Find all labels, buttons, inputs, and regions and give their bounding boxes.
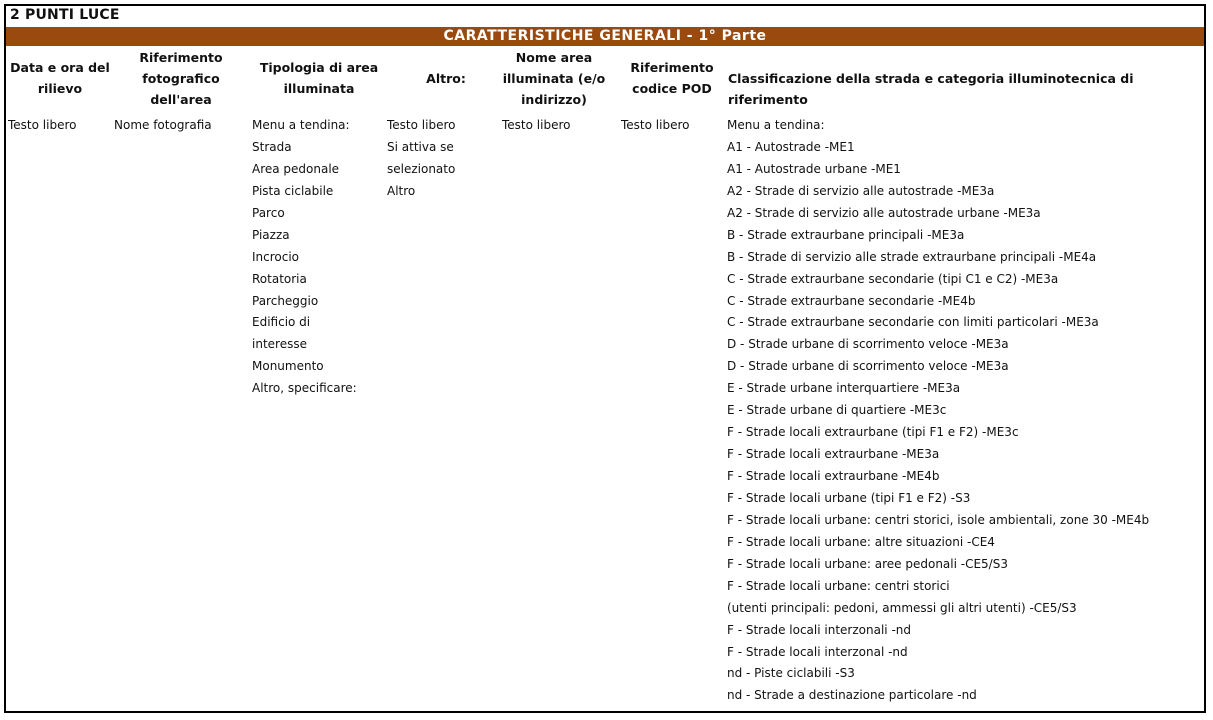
list-item: Testo libero [387,118,456,132]
list-item[interactable]: B - Strade extraurbane principali -ME3a [727,227,965,242]
header-line: illuminata [283,81,355,96]
list-item[interactable]: Monumento [252,359,324,374]
list-item[interactable]: Area pedonale [252,161,340,176]
list-item[interactable]: Altro, specificare: [252,381,357,396]
header-line: illuminata (e/o [502,71,606,86]
list-item[interactable]: F - Strade locali extraurbane (tipi F1 e F2) -ME3c [727,425,1019,440]
classificazione-dropdown-list[interactable] [727,114,1149,706]
header-line: Nome area [515,50,593,65]
list-item[interactable]: Piazza [252,227,290,242]
header-line: Data e ora del [10,60,110,75]
header-altro: Altro: [426,71,466,86]
header-tipologia-area [254,57,384,99]
spreadsheet-sheet [4,4,1206,713]
header-data-ora [8,57,112,99]
list-item: Si attiva se [387,139,454,154]
list-item[interactable]: A2 - Strade di servizio alle autostrade -ME3a [727,183,995,198]
list-item[interactable]: C - Strade extraurbane secondarie con limiti particolari -ME3a [727,315,1099,330]
list-item[interactable]: F - Strade locali urbane: centri storici [727,578,950,593]
header-line: Tipologia di area [259,60,379,75]
list-item[interactable]: F - Strade locali urbane (tipi F1 e F2) -S3 [727,490,971,505]
list-item[interactable]: F - Strade locali interzonal -nd [727,644,908,659]
list-item[interactable]: E - Strade urbane interquartiere -ME3a [727,381,961,396]
cell-codice-pod[interactable]: Testo libero [621,118,690,132]
list-item[interactable]: F - Strade locali urbane: aree pedonali -CE5/S3 [727,556,1008,571]
list-item[interactable]: nd - Strade a destinazione particolare -nd [727,688,977,703]
header-nome-area [494,47,614,110]
list-item[interactable]: A2 - Strade di servizio alle autostrade urbane -ME3a [727,205,1041,220]
header-line: Riferimento [630,60,714,75]
list-item[interactable]: (utenti principali: pedoni, ammessi gli altri utenti) -CE5/S3 [727,600,1077,615]
list-item[interactable]: A1 - Autostrade -ME1 [727,139,855,154]
list-item[interactable]: Pista ciclabile [252,183,334,198]
list-item[interactable]: Edificio di [252,315,311,330]
cell-nome-area[interactable]: Testo libero [502,118,571,132]
list-item[interactable]: D - Strade urbane di scorrimento veloce -ME3a [727,359,1009,374]
list-item: Altro [387,183,416,198]
tipologia-dropdown-list[interactable] [252,114,357,399]
header-line: rilievo [37,81,83,96]
list-item[interactable]: Parcheggio [252,293,319,308]
list-item[interactable]: F - Strade locali urbane: altre situazioni -CE4 [727,534,995,549]
list-item[interactable]: C - Strade extraurbane secondarie -ME4b [727,293,976,308]
header-line: codice POD [632,81,712,96]
cell-riferimento-fotografico[interactable]: Nome fotografia [114,118,212,132]
list-item[interactable]: F - Strade locali extraurbane -ME3a [727,447,940,462]
list-item[interactable]: F - Strade locali interzonali -nd [727,622,911,637]
list-item[interactable]: B - Strade di servizio alle strade extraurbane principali -ME4a [727,249,1097,264]
header-classificazione: Classificazione della strada e categoria illuminotecnica di riferimento [728,71,1134,107]
list-item[interactable]: Strada [252,139,292,154]
list-item[interactable]: Incrocio [252,249,300,264]
list-item[interactable]: A1 - Autostrade urbane -ME1 [727,161,901,176]
header-riferimento-fotografico [121,47,241,110]
header-line: indirizzo) [521,92,587,107]
list-item: selezionato [387,161,456,176]
list-item: Menu a tendina: [727,118,825,132]
list-item: Menu a tendina: [252,118,350,132]
cell-data-ora[interactable]: Testo libero [8,118,77,132]
list-item[interactable]: nd - Piste ciclabili -S3 [727,666,855,681]
header-line: Riferimento [139,50,223,65]
list-item[interactable]: F - Strade locali urbane: centri storici, isole ambientali, zone 30 -ME4b [727,512,1150,527]
header-codice-pod [622,57,722,99]
section-banner: CARATTERISTICHE GENERALI - 1° Parte [6,27,1204,46]
list-item[interactable]: interesse [252,337,307,352]
list-item[interactable]: Parco [252,205,285,220]
list-item[interactable]: Rotatoria [252,271,307,286]
list-item[interactable]: C - Strade extraurbane secondarie (tipi C1 e C2) -ME3a [727,271,1059,286]
list-item[interactable]: F - Strade locali extraurbane -ME4b [727,469,940,483]
header-line: fotografico [142,71,220,86]
altro-cell[interactable] [387,114,455,202]
header-line: dell'area [150,92,212,107]
sheet-title: 2 PUNTI LUCE [10,7,120,23]
list-item[interactable]: D - Strade urbane di scorrimento veloce -ME3a [727,337,1009,352]
list-item[interactable]: E - Strade urbane di quartiere -ME3c [727,403,947,418]
